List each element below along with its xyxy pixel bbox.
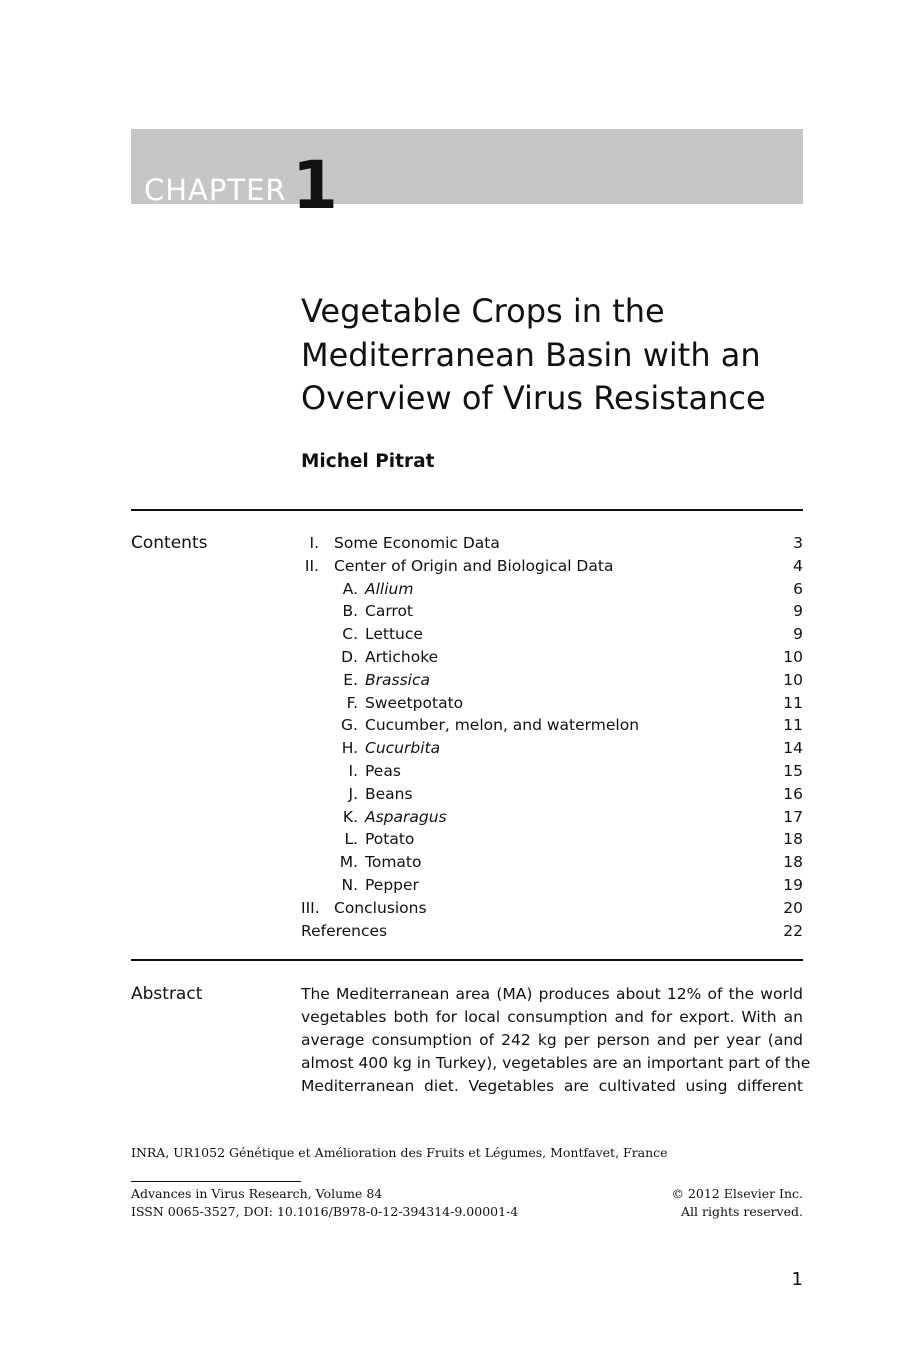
toc-entry-page: 11 (783, 716, 803, 735)
toc-entry-title: Asparagus (365, 807, 447, 826)
toc-entry-page: 15 (783, 761, 803, 780)
author-name: Michel Pitrat (301, 451, 435, 472)
toc-entry-marker: L. (344, 830, 358, 849)
toc-entry-marker: II. (304, 556, 319, 575)
toc-entry-page: 14 (783, 739, 803, 758)
title-line: Vegetable Crops in the (301, 292, 665, 330)
toc-entry-page: 11 (783, 693, 803, 712)
toc-entry (301, 623, 803, 646)
toc-entry-title: Tomato (365, 853, 422, 872)
title-line: Overview of Virus Resistance (301, 379, 766, 417)
toc-entry (301, 578, 803, 601)
toc-entry-page: 3 (793, 534, 803, 552)
toc-entry (301, 920, 803, 943)
toc-entry-title: Allium (365, 579, 414, 598)
footnote-rule (131, 1181, 301, 1182)
toc-entry (301, 737, 803, 760)
toc-entry-page: 4 (793, 556, 803, 575)
toc-entry-title: Beans (365, 784, 413, 803)
copyright-notice: © 2012 Elsevier Inc. (671, 1186, 803, 1201)
toc-entry-title: Cucumber, melon, and watermelon (365, 716, 640, 735)
toc-entry-page: 9 (793, 602, 803, 621)
toc-entry-page: 9 (793, 625, 803, 644)
toc-entry (301, 669, 803, 692)
abstract-line: almost 400 kg in Turkey), vegetables are an important part of the (301, 1054, 811, 1072)
toc-entry-marker: G. (341, 716, 358, 735)
page-number: 1 (791, 1269, 803, 1290)
chapter-label: CHAPTER (144, 173, 287, 207)
toc-entry (301, 851, 803, 874)
author-affiliation: INRA, UR1052 Génétique et Amélioration des Fruits et Légumes, Montfavet, France (131, 1145, 668, 1160)
abstract-text (301, 983, 811, 1098)
toc-entry-title: Center of Origin and Biological Data (334, 556, 614, 575)
toc-entry-marker: B. (342, 602, 358, 621)
journal-volume: Advances in Virus Research, Volume 84 (131, 1186, 383, 1201)
chapter-number: 1 (292, 147, 338, 224)
toc-entry-page: 10 (783, 670, 803, 689)
toc-entry (301, 692, 803, 715)
toc-entry (301, 555, 803, 578)
toc-entry-page: 6 (793, 579, 803, 598)
chapter-title (301, 290, 821, 421)
toc-entry (301, 783, 803, 806)
abstract-label: Abstract (131, 984, 203, 1004)
toc-entry-marker: E. (343, 670, 358, 689)
toc-entry (301, 897, 803, 920)
toc-entry-title: Potato (365, 830, 415, 849)
toc-entry-title: Carrot (365, 602, 414, 621)
toc-entry-marker: K. (342, 807, 358, 826)
toc-entry-marker: M. (339, 853, 358, 872)
abstract-line: Mediterranean diet. Vegetables are cultivated using different (301, 1077, 803, 1095)
toc-entry (301, 600, 803, 623)
toc-entry-marker: H. (341, 739, 358, 758)
toc-entry (301, 874, 803, 897)
toc-entry (301, 760, 803, 783)
toc-entry-marker: D. (341, 647, 358, 666)
abstract-line: average consumption of 242 kg per person and per year (and (301, 1031, 803, 1049)
copyright-info (671, 1185, 803, 1220)
toc-entry-page: 18 (783, 830, 803, 849)
contents-top-rule (131, 509, 803, 511)
toc-entry-page: 16 (783, 784, 803, 803)
toc-entry-marker: III. (301, 898, 320, 917)
toc-entry-marker: I. (309, 534, 319, 552)
toc-entry-title: Artichoke (365, 647, 439, 666)
publication-info (131, 1185, 518, 1220)
toc-entry-title: Lettuce (365, 625, 423, 644)
issn-doi: ISSN 0065-3527, DOI: 10.1016/B978-0-12-394314-9.00001-4 (131, 1203, 519, 1219)
toc-entry (301, 532, 803, 555)
toc-entry (301, 714, 803, 737)
toc-entry-page: 19 (783, 875, 803, 894)
toc-entry-marker: A. (342, 579, 358, 598)
toc-entry-title: Conclusions (334, 898, 427, 917)
abstract-top-rule (131, 959, 803, 961)
toc-entry-title: References (301, 921, 388, 940)
toc-entry-marker: I. (348, 761, 358, 780)
abstract-line: The Mediterranean area (MA) produces about 12% of the world (301, 985, 803, 1003)
title-line: Mediterranean Basin with an (301, 335, 761, 374)
toc-entry-page: 20 (783, 898, 803, 917)
toc-entry-marker: C. (342, 625, 358, 644)
toc-entry-title: Pepper (365, 875, 419, 894)
toc-entry-page: 10 (783, 647, 803, 666)
rights-notice: All rights reserved. (680, 1203, 803, 1219)
toc-entry-title: Sweetpotato (365, 693, 464, 712)
toc-entry-marker: J. (348, 784, 358, 803)
table-of-contents (301, 532, 803, 942)
toc-entry (301, 806, 803, 829)
toc-entry (301, 828, 803, 851)
toc-entry-page: 18 (783, 853, 803, 872)
abstract-line: vegetables both for local consumption and for export. With an (301, 1008, 803, 1026)
toc-entry-page: 17 (783, 807, 803, 826)
toc-entry-title: Peas (365, 761, 401, 780)
toc-entry-page: 22 (783, 921, 803, 940)
toc-entry-title: Cucurbita (365, 739, 441, 758)
toc-entry-title: Brassica (365, 670, 430, 689)
toc-entry (301, 646, 803, 669)
contents-label: Contents (131, 533, 208, 553)
toc-entry-title: Some Economic Data (334, 534, 500, 552)
toc-entry-marker: F. (346, 693, 358, 712)
toc-entry-marker: N. (341, 875, 358, 894)
